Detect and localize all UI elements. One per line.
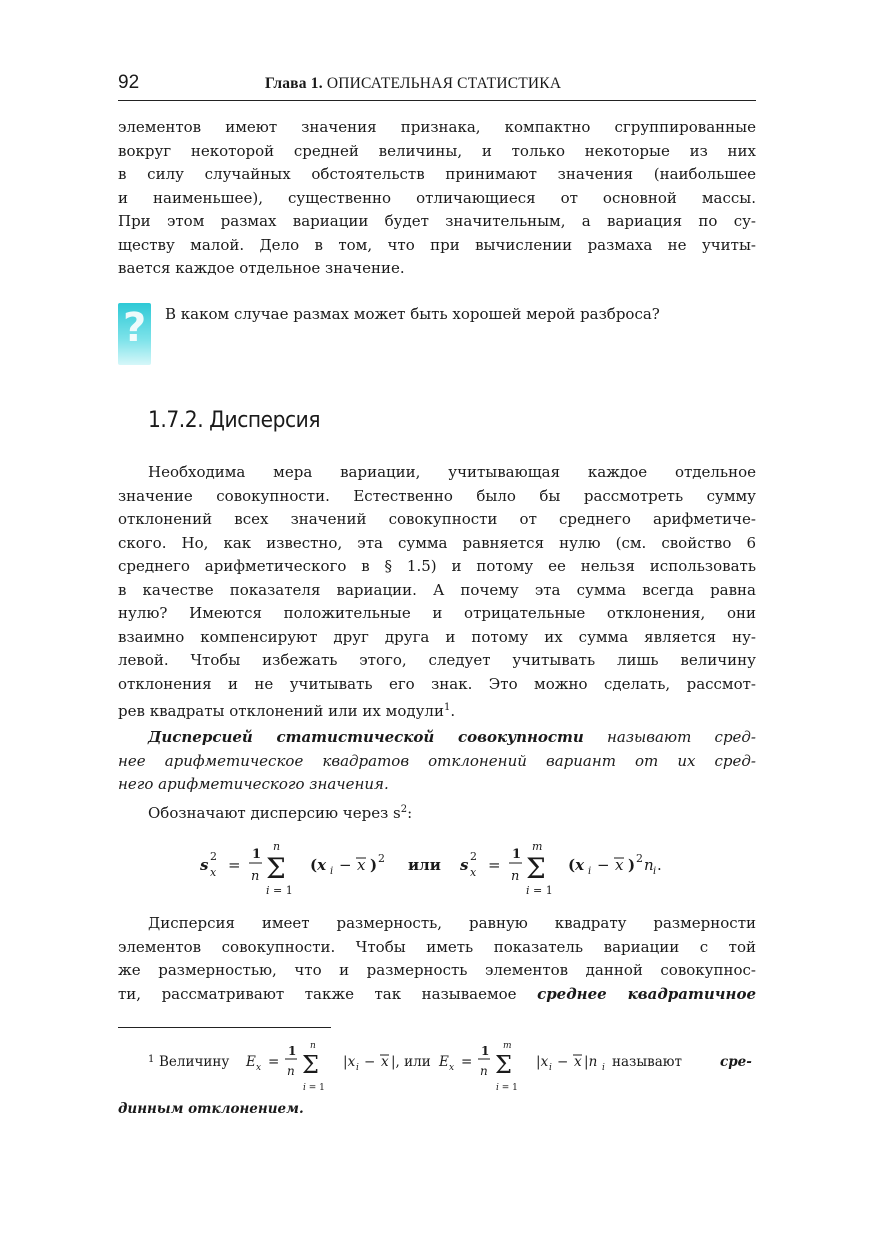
svg-text:Σ: Σ [302, 1051, 319, 1079]
footnote-formula-line [140, 1038, 760, 1094]
text-line: вокруг некоторой средней величины, и только некоторые из них [118, 141, 756, 160]
svg-text:−: − [597, 856, 610, 874]
svg-text:1: 1 [481, 1044, 490, 1058]
svg-text:n: n [273, 840, 281, 853]
notation-sup: 2 [400, 804, 408, 815]
svg-text:i: i [549, 1063, 552, 1073]
text-line-content: рев квадраты отклонений или их модули [118, 702, 444, 720]
svg-text:s: s [200, 856, 209, 874]
svg-text:i = 1: i = 1 [303, 1083, 325, 1093]
svg-text:сре-: сре- [720, 1054, 752, 1070]
svg-text:2: 2 [378, 852, 385, 865]
footnote-rule [118, 1027, 331, 1028]
svg-text:2: 2 [210, 850, 217, 863]
text-line: ского. Но, как известно, эта сумма равняется нулю (см. свойство 6 [118, 533, 756, 552]
svg-text:=: = [268, 1054, 280, 1070]
text-line: значение совокупности. Естественно было бы рассмотреть сумму [118, 486, 756, 505]
text-line: левой. Чтобы избежать этого, следует учитывать лишь величину [118, 651, 756, 669]
svg-text:m: m [503, 1041, 512, 1051]
svg-text:−: − [339, 856, 352, 874]
question-text: В каком случае размах может быть хорошей мерой разброса? [165, 305, 660, 323]
variance-formula [190, 836, 690, 900]
svg-text:(x: (x [310, 856, 327, 874]
svg-text:1: 1 [252, 847, 262, 862]
svg-text:x: x [357, 856, 366, 874]
svg-text:x: x [210, 866, 217, 879]
text-line: элементов совокупности. Чтобы иметь показатель вариации с той [118, 937, 756, 956]
text-line: взаимно компенсируют друг друга и потому их сумма является ну- [118, 627, 756, 646]
text-line: отклонения и не учитывать его знак. Это можно сделать, рассмот- [118, 674, 756, 693]
svg-text:i: i [330, 866, 334, 877]
svg-text:n: n [251, 869, 260, 884]
svg-text:n: n [644, 856, 654, 874]
svg-text:Σ: Σ [495, 1051, 512, 1079]
header-rule [118, 100, 756, 101]
svg-text:E: E [439, 1054, 449, 1070]
svg-text:Величину: Величину [159, 1054, 230, 1070]
definition [118, 726, 756, 797]
text-line-content: ти, рассматривают также так называемое [118, 984, 538, 1003]
text-line: в качестве показателя вариации. А почему эта сумма всегда равна [118, 580, 756, 599]
svg-text:n: n [287, 1064, 295, 1078]
definition-line [118, 726, 756, 750]
text-line: среднего арифметического в § 1.5) и потому ее нельзя использовать [118, 557, 756, 575]
text-line: и наименьшее), существенно отличающиеся от основной массы. [118, 188, 756, 207]
footnote-continued [118, 1101, 304, 1117]
page-number: 92 [118, 72, 140, 93]
definition-term: Дисперсией статистической совокупности [148, 728, 584, 746]
notation-line [118, 798, 756, 826]
svg-text:i = 1: i = 1 [496, 1083, 518, 1093]
svg-text:i: i [602, 1063, 605, 1073]
svg-text:s: s [460, 856, 469, 874]
svg-text:x: x [381, 1054, 389, 1070]
svg-text:x: x [574, 1054, 582, 1070]
chapter-label: Глава 1. [265, 75, 323, 92]
running-header [265, 75, 561, 93]
text-line: в силу случайных обстоятельств принимают значения (наибольшее [118, 165, 756, 183]
svg-text:|n: |n [584, 1054, 598, 1070]
paragraph-3 [118, 912, 756, 1006]
svg-text:): ) [628, 856, 636, 874]
term-rms: среднее квадратичное [537, 984, 756, 1003]
footnote-mark: 1 [443, 702, 451, 713]
svg-text:x: x [449, 1063, 455, 1073]
paragraph-2 [118, 461, 756, 724]
svg-text:n: n [310, 1041, 316, 1051]
paragraph-1 [118, 116, 756, 281]
svg-text:2: 2 [636, 852, 643, 865]
text-line: Необходима мера вариации, учитывающая каждое отдельное [148, 463, 756, 481]
text-line: отклонений всех значений совокупности от среднего арифметиче- [118, 510, 756, 528]
svg-text:|, или: |, или [391, 1054, 431, 1070]
svg-text:i: i [588, 866, 592, 877]
footnote-term-end: . [298, 1101, 304, 1117]
svg-text:−: − [557, 1054, 569, 1070]
svg-text:(x: (x [568, 856, 585, 874]
text-line: рев квадраты отклонений или их модули$^1$. [118, 702, 456, 720]
text-line: вается каждое отдельное значение. [118, 259, 405, 277]
svg-text:i = 1: i = 1 [526, 884, 553, 897]
svg-text:Σ: Σ [266, 852, 286, 885]
definition-line: него арифметического значения. [118, 775, 389, 793]
chapter-title: ОПИСАТЕЛЬНАЯ СТАТИСТИКА [326, 75, 562, 92]
svg-text:−: − [364, 1054, 376, 1070]
svg-text:=: = [461, 1054, 473, 1070]
svg-text:=: = [228, 856, 241, 874]
svg-text:i = 1: i = 1 [266, 884, 293, 897]
svg-text:i: i [653, 866, 657, 877]
svg-text:): ) [370, 856, 378, 874]
footnote-term: динным отклонением [118, 1101, 299, 1117]
section-title: 1.7.2. Дисперсия [148, 408, 321, 433]
notation-end: : [407, 804, 413, 822]
svg-text:x: x [256, 1063, 262, 1073]
text-line: ществу малой. Дело в том, что при вычислении размаха не учиты- [118, 235, 756, 254]
svg-text:называют: называют [612, 1054, 683, 1070]
text-line: же размерностью, что и размерность элементов данной совокупнос- [118, 961, 756, 979]
svg-text:n: n [480, 1064, 488, 1078]
svg-text:x: x [470, 866, 477, 879]
text-line [118, 983, 756, 1007]
svg-text:E: E [246, 1054, 256, 1070]
svg-text:|x: |x [536, 1054, 549, 1070]
text-line: элементов имеют значения признака, компактно сгруппированные [118, 118, 756, 136]
text-line: нулю? Имеются положительные и отрицательные отклонения, они [118, 604, 756, 622]
svg-text:x: x [615, 856, 624, 874]
text-line: При этом размах вариации будет значительным, а вариация по су- [118, 212, 756, 230]
question-icon: ? [118, 303, 151, 365]
svg-text:Σ: Σ [526, 852, 546, 885]
svg-text:1: 1 [148, 1054, 155, 1065]
definition-text: называют сред- [583, 728, 756, 746]
svg-text:n: n [511, 869, 520, 884]
svg-text:1: 1 [512, 847, 522, 862]
svg-text:2: 2 [470, 850, 477, 863]
notation-text: Обозначают дисперсию через s [148, 804, 401, 822]
svg-text:i: i [356, 1063, 359, 1073]
definition-line: нее арифметическое квадратов отклонений вариант от их сред- [118, 751, 756, 770]
svg-text:1: 1 [288, 1044, 297, 1058]
svg-text:.: . [657, 856, 662, 874]
svg-text:|x: |x [343, 1054, 356, 1070]
svg-text:m: m [532, 840, 543, 853]
text-line: Дисперсия имеет размерность, равную квадрату размерности [148, 914, 756, 932]
svg-text:=: = [488, 856, 501, 874]
or-label: или [408, 856, 441, 874]
